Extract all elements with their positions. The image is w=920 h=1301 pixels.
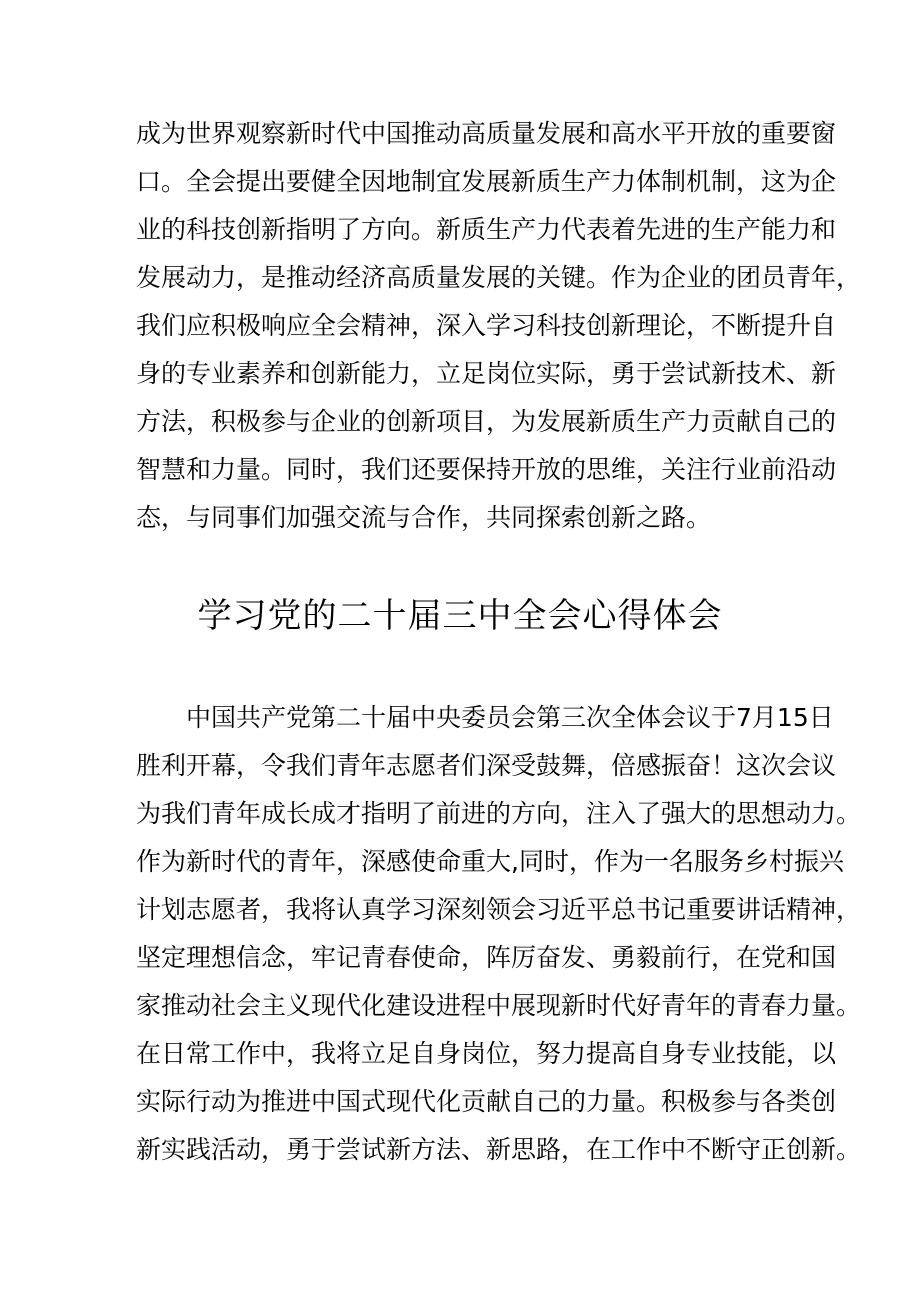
body-line: 计划志愿者，我将认真学习深刻领会习近平总书记重要讲话精神，	[136, 895, 862, 924]
intro-line: 成为世界观察新时代中国推动高质量发展和高水平开放的重要窗	[136, 119, 837, 148]
body-line: 在日常工作中，我将立足自身岗位，努力提高自身专业技能，以	[136, 1039, 837, 1068]
intro-line: 智慧和力量。同时，我们还要保持开放的思维，关注行业前沿动	[136, 455, 837, 484]
body-line: 中国共产党第二十届中央委员会第三次全体会议于7月15日	[186, 703, 834, 732]
intro-line: 口。全会提出要健全因地制宜发展新质生产力体制机制，这为企	[136, 167, 837, 196]
section-title: 学习党的二十届三中全会心得体会	[197, 596, 723, 636]
body-line: 新实践活动，勇于尝试新方法、新思路，在工作中不断守正创新。	[136, 1135, 862, 1164]
intro-line: 身的专业素养和创新能力，立足岗位实际，勇于尝试新技术、新	[136, 359, 837, 388]
body-line: 实际行动为推进中国式现代化贡献自己的力量。积极参与各类创	[136, 1087, 837, 1116]
intro-line: 方法，积极参与企业的创新项目，为发展新质生产力贡献自己的	[136, 407, 837, 436]
body-line: 作为新时代的青年，深感使命重大,同时，作为一名服务乡村振兴	[136, 847, 844, 876]
body-line: 为我们青年成长成才指明了前进的方向，注入了强大的思想动力。	[136, 799, 862, 828]
intro-line: 业的科技创新指明了方向。新质生产力代表着先进的生产能力和	[136, 215, 837, 244]
intro-line: 态，与同事们加强交流与合作，共同探索创新之路。	[136, 503, 712, 532]
intro-line: 我们应积极响应全会精神，深入学习科技创新理论，不断提升自	[136, 311, 837, 340]
intro-line: 发展动力，是推动经济高质量发展的关键。作为企业的团员青年，	[136, 263, 862, 292]
body-line: 家推动社会主义现代化建设进程中展现新时代好青年的青春力量。	[136, 991, 862, 1020]
body-line: 坚定理想信念，牢记青春使命，阵厉奋发、勇毅前行，在党和国	[136, 943, 837, 972]
body-line: 胜利开幕，令我们青年志愿者们深受鼓舞，倍感振奋！这次会议	[136, 751, 837, 780]
